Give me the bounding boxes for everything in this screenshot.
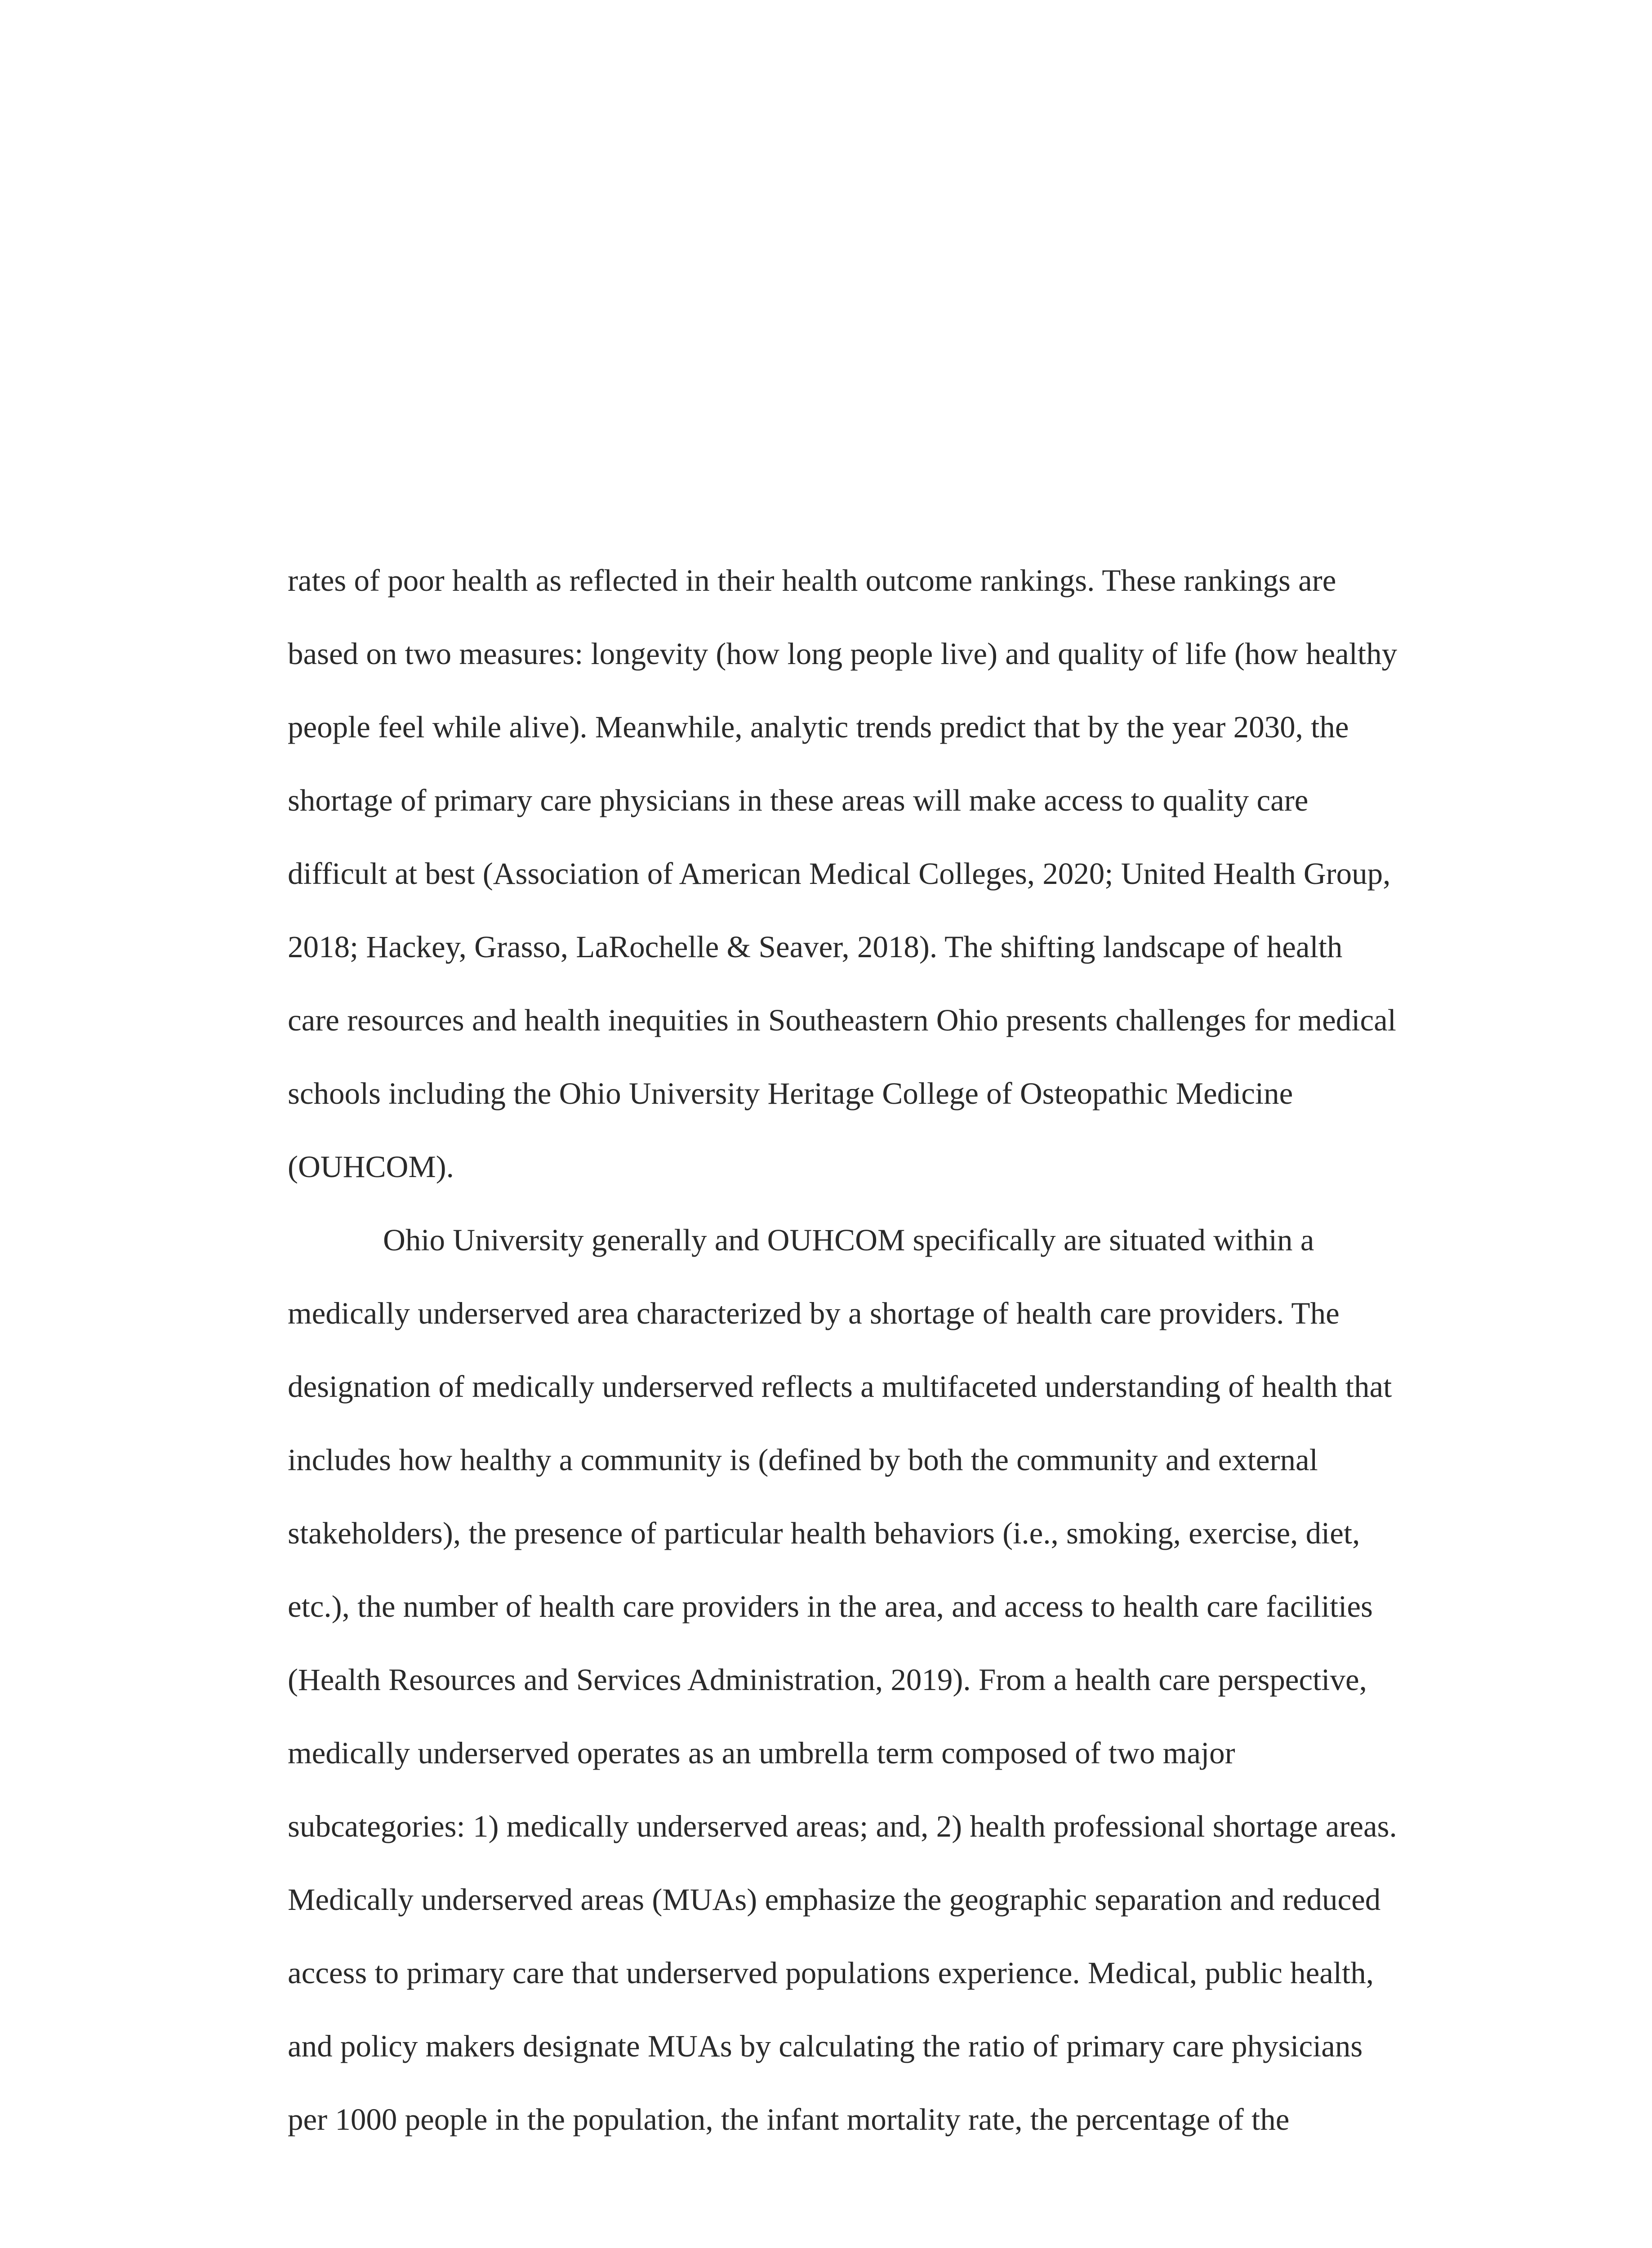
text-line: medically underserved area characterized by a shortage of health care providers. The [288, 1296, 1340, 1330]
text-line: includes how healthy a community is (defined by both the community and external [288, 1443, 1318, 1477]
body-text [288, 544, 1429, 2156]
text-line: shortage of primary care physicians in these areas will make access to quality care [288, 783, 1309, 817]
text-line: (OUHCOM). [288, 1150, 454, 1184]
text-line: and policy makers designate MUAs by calculating the ratio of primary care physicians [288, 2029, 1363, 2063]
text-line: people feel while alive). Meanwhile, analytic trends predict that by the year 2030, the [288, 710, 1349, 744]
text-line: 2018; Hackey, Grasso, LaRochelle & Seaver, 2018). The shifting landscape of health [288, 930, 1343, 964]
text-line: based on two measures: longevity (how long people live) and quality of life (how healthy [288, 637, 1398, 671]
text-line: etc.), the number of health care providers in the area, and access to health care facilities [288, 1589, 1373, 1624]
text-line: care resources and health inequities in Southeastern Ohio presents challenges for medical [288, 1003, 1396, 1037]
text-line: (Health Resources and Services Administration, 2019). From a health care perspective, [288, 1663, 1367, 1697]
text-line: access to primary care that underserved populations experience. Medical, public health, [288, 1956, 1374, 1990]
text-line: stakeholders), the presence of particular health behaviors (i.e., smoking, exercise, diet, [288, 1516, 1360, 1550]
text-line: difficult at best (Association of American Medical Colleges, 2020; United Health Group, [288, 856, 1391, 891]
text-line: subcategories: 1) medically underserved areas; and, 2) health professional shortage areas. [288, 1809, 1397, 1843]
text-line: per 1000 people in the population, the infant mortality rate, the percentage of the [288, 2102, 1290, 2136]
text-line: rates of poor health as reflected in their health outcome rankings. These rankings are [288, 563, 1336, 598]
text-line: schools including the Ohio University Heritage College of Osteopathic Medicine [288, 1076, 1293, 1111]
text-line: Medically underserved areas (MUAs) emphasize the geographic separation and reduced [288, 1882, 1381, 1917]
paragraph-first-line: Ohio University generally and OUHCOM specifically are situated within a [383, 1223, 1314, 1257]
text-line: designation of medically underserved reflects a multifaceted understanding of health that [288, 1369, 1392, 1404]
text-line: medically underserved operates as an umbrella term composed of two major [288, 1736, 1235, 1770]
